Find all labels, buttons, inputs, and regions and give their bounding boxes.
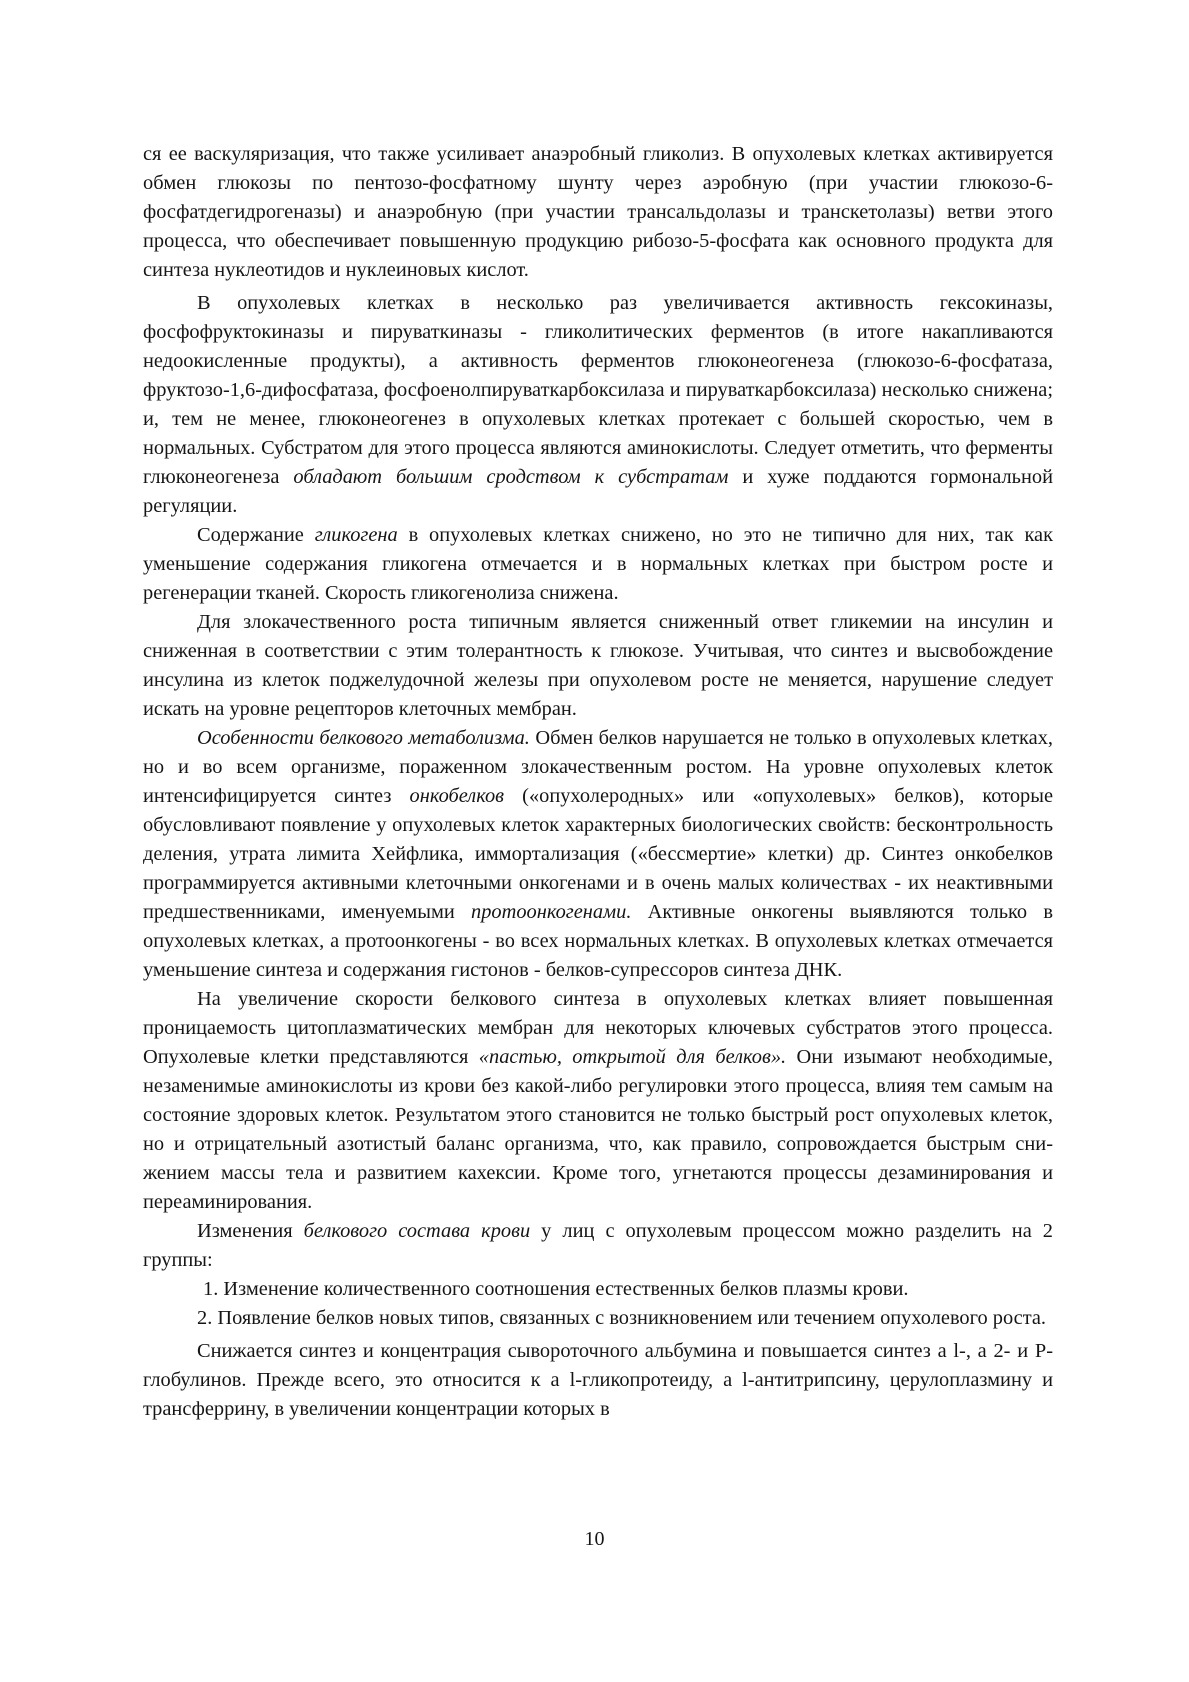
paragraph-blood-proteins <box>143 1217 1053 1275</box>
text-run: Содержание <box>197 524 315 546</box>
page-number: 10 <box>584 1528 605 1550</box>
text-run: Изменения <box>197 1220 304 1242</box>
text-run: Для злокачественного роста типичным является сниженный ответ гликемии на инсулин и сниженная в соответствии с этим толерантность к глюкозе. Учитывая, что синтез и высвобождение инсулина из клеток поджелудочной железы при опухолевом росте не меняется, нарушение следует искать на уровне рецепторов клеточных мембран. <box>143 611 1053 720</box>
text-run: в опухолевых клетках снижено, но это не типично для них, так как уменьшение содержания гликогена отмечается и в нормальных клетках при быстром росте и регенерации тканей. Скорость гликогенолиза снижена. <box>143 524 1053 604</box>
paragraph-protein-metabolism <box>143 724 1053 985</box>
text-run: («опухолеродных» или «опухолевых» белков), которые обусловливают появление у опухолевых клеток характерных биологических свойств: бесконтрольность деления, утрата лимита Хейфлика, иммортализация («бессмертие» клетки) др. Синтез онкобелков программируется активными клеточными онкогенами и в очень малых количествах - их неактивными предшественниками, именуемыми <box>143 785 1054 923</box>
paragraph-albumin <box>143 1337 1053 1424</box>
text-run: В опухолевых клетках в несколько раз увеличивается активность гексокиназы, фосфофруктокиназы и пируваткиназы - гликолитических ферментов (в итоге накапливаются недоокисленные продукты), а активность ферментов глюконеогенеза (глюкозо-6-фосфатаза, фруктозо-1,6-дифосфатаза, фосфоенолпируваткарбоксилаза и пируваткарбоксилаза) несколько снижена; и, тем не менее, глюконеогенез в опухолевых клетках протекает с большей скоростью, чем в нормальных. Субстратом для этого процесса являются аминокислоты. Следует отметить, что ферменты глюконеогенеза <box>143 292 1053 488</box>
document-page <box>143 140 1053 1424</box>
text-run: Снижается синтез и концентрация сывороточного альбумина и повышается синтез a l-, a 2- и Р-глобулинов. Прежде всего, это относится к a l-гликопротеиду, a l-антитрипсину, церулоплазмину и трансферрину, в увеличении концентрации которых в <box>143 1340 1053 1420</box>
italic-text: белкового состава крови <box>303 1220 531 1242</box>
paragraph-glycogen <box>143 521 1053 608</box>
list-item-1 <box>143 1275 1053 1304</box>
paragraph-glycolytic-enzymes <box>143 289 1053 521</box>
italic-text: протоонкогенами. <box>471 901 632 923</box>
text-run: и хуже поддаются гормональной регуляции. <box>143 466 1053 517</box>
paragraph-vascularization <box>143 140 1053 285</box>
italic-text: Особенности белкового метаболизма. <box>197 727 530 749</box>
list-item-2 <box>143 1304 1053 1333</box>
italic-text: обладают большим сродством к субстратам <box>293 466 729 488</box>
paragraph-insulin <box>143 608 1053 724</box>
italic-text: онкобелков <box>409 785 505 807</box>
text-run: На увеличение скорости белкового синтеза в опухолевых клетках влияет повышенная проницаемость цитоплазматических мембран для некоторых ключевых субстратов этого процесса. Опухолевые клетки представляются <box>143 988 1053 1068</box>
text-run: ся ее васкуляризация, что также усиливает анаэробный гликолиз. В опухолевых клетках активируется обмен глюкозы по пентозо-фосфатному шунту через аэробную (при участии глюкозо-6-фосфатдегидрогеназы) и анаэробную (при участии трансальдолазы и транскетолазы) ветви этого процесса, что обеспечивает повышенную продукцию рибозо-5-фосфата как основного продукта для синтеза нуклеотидов и нуклеиновых кислот. <box>143 143 1053 281</box>
paragraph-protein-synthesis <box>143 985 1053 1217</box>
text-run: Они изымают необходимые, незаменимые аминокислоты из крови без какой-либо регулировки этого процесса, влияя тем самым на состояние здоровых клеток. Результатом этого становится не только быстрый рост опухолевых клеток, но и отрицательный азотистый баланс организма, что, как правило, сопровождается быстрым снижением массы тела и развитием кахексии. Кроме того, угнетаются процессы дезаминирования и переаминирования. <box>143 1046 1053 1213</box>
italic-text: гликогена <box>314 524 398 546</box>
text-run: Активные онкогены выявляются только в опухолевых клетках, а протоонкогены - во всех нормальных клетках. В опухолевых клетках отмечается уменьшение синтеза и содержания гистонов - белков-супрессоров синтеза ДНК. <box>143 901 1053 981</box>
text-run: 1. Изменение количественного соотношения естественных белков плазмы крови. <box>203 1278 909 1300</box>
italic-text: «пастью, открытой для белков». <box>478 1046 787 1068</box>
text-run: 2. Появление белков новых типов, связанных с возникновением или течением опухолевого роста. <box>197 1307 1047 1329</box>
text-run: у лиц с опухолевым процессом можно разделить на 2 группы: <box>143 1220 1053 1271</box>
text-run: Обмен белков нарушается не только в опухолевых клетках, но и во всем организме, пораженном злокачественным ростом. На уровне опухолевых клеток интенсифицируется синтез <box>143 727 1053 807</box>
